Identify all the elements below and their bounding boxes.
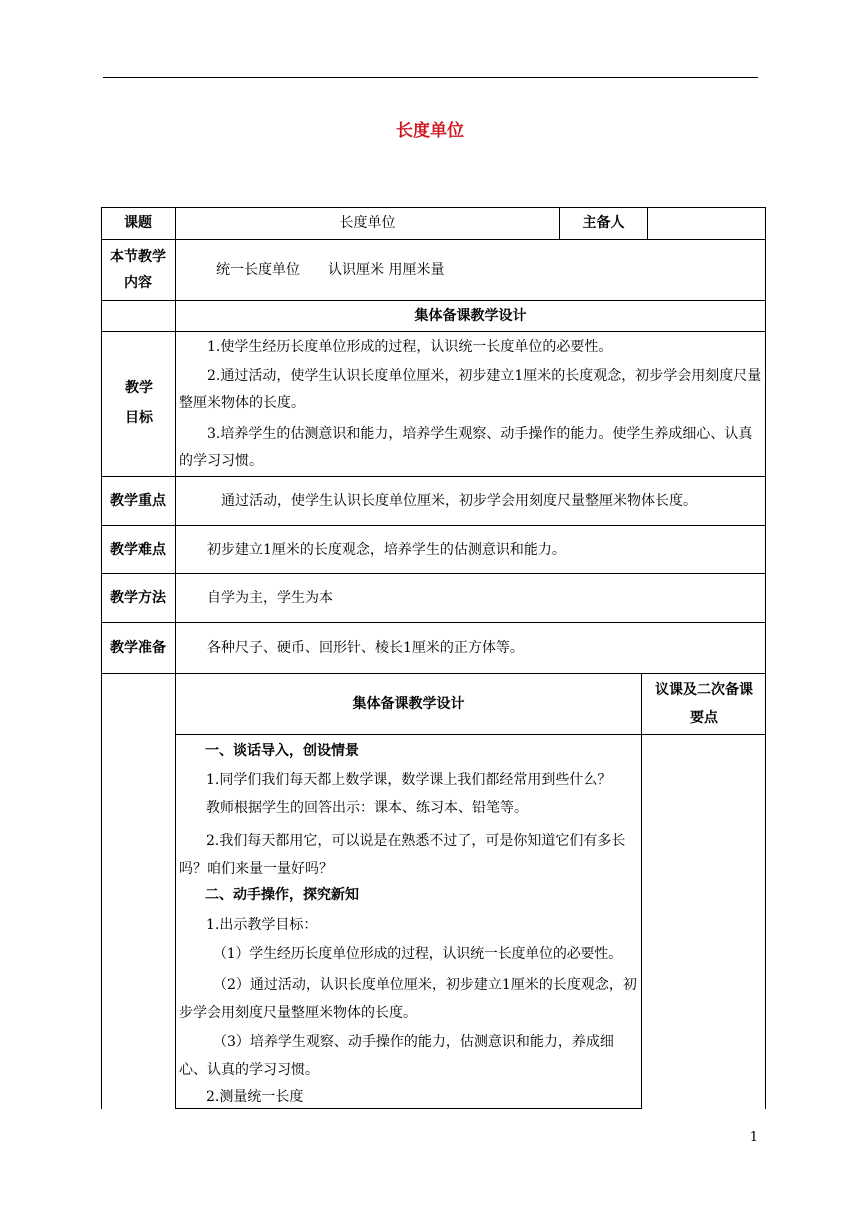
difficulty-label: 教学难点 bbox=[110, 541, 166, 558]
process-paragraph: （2）通过活动，认识长度单位厘米，初步建立1厘米的长度观念，初步学会用刻度尺量整厘米物体的长度。 bbox=[179, 977, 637, 1021]
page-number: 1 bbox=[749, 1130, 758, 1145]
method-value: 自学为主，学生为本 bbox=[207, 590, 333, 606]
table-border bbox=[765, 207, 766, 1109]
topic-value: 长度单位 bbox=[339, 215, 396, 231]
design-header: 集体备课教学设计 bbox=[414, 308, 527, 324]
method-label: 教学方法 bbox=[110, 590, 166, 606]
section-heading: 一、谈话导入，创设情景 bbox=[205, 743, 359, 759]
lesson-content-value: 统一长度单位 认识厘米 用厘米量 bbox=[216, 262, 445, 278]
goals-label: 教学目标 bbox=[125, 380, 153, 426]
topic-label: 课题 bbox=[124, 215, 152, 231]
preparer-label: 主备人 bbox=[582, 215, 625, 231]
section-heading: 二、动手操作，探究新知 bbox=[205, 887, 359, 903]
process-paragraph: 1.出示教学目标： bbox=[206, 917, 318, 933]
goal-item: 2.通过活动，使学生认识长度单位厘米，初步建立1厘米的长度观念，初步学会用刻度尺量整厘米物体的长度。 bbox=[179, 368, 762, 411]
table-border bbox=[175, 734, 766, 735]
document-title: 长度单位 bbox=[396, 121, 464, 141]
header-rule bbox=[103, 77, 758, 78]
preparer-value bbox=[648, 207, 765, 239]
goal-item: 1.使学生经历长度单位形成的过程，认识统一长度单位的必要性。 bbox=[207, 339, 613, 355]
process-paragraph: 1.同学们我们每天都上数学课，数学课上我们都经常用到些什么？ bbox=[206, 772, 612, 788]
process-paragraph: 2.我们每天都用它，可以说是在熟悉不过了，可是你知道它们有多长吗？咱们来量一量好吗？ bbox=[179, 833, 626, 877]
process-paragraph: （1）学生经历长度单位形成的过程，认识统一长度单位的必要性。 bbox=[213, 946, 622, 962]
lesson-plan-table bbox=[101, 207, 766, 1109]
process-paragraph: 2.测量统一长度 bbox=[206, 1089, 304, 1105]
table-border bbox=[101, 331, 766, 332]
notes-header: 议课及二次备课要点 bbox=[655, 682, 753, 726]
preparation-value: 各种尺子、硬币、回形针、棱长1厘米的正方体等。 bbox=[207, 640, 524, 656]
table-border bbox=[175, 673, 176, 1109]
table-border bbox=[641, 673, 642, 1109]
key-point-label: 教学重点 bbox=[110, 493, 166, 509]
table-border bbox=[175, 207, 176, 673]
lesson-content-label: 本节教学内容 bbox=[110, 249, 166, 291]
preparation-label: 教学准备 bbox=[110, 640, 166, 656]
difficulty-value: 初步建立1厘米的长度观念，培养学生的估测意识和能力。 bbox=[207, 541, 566, 558]
process-paragraph: （3）培养学生观察、动手操作的能力，估测意识和能力，养成细心、认真的学习习惯。 bbox=[179, 1034, 614, 1078]
key-point-value: 通过活动，使学生认识长度单位厘米，初步学会用刻度尺量整厘米物体长度。 bbox=[221, 493, 697, 509]
process-paragraph: 教师根据学生的回答出示：课本、练习本、铅笔等。 bbox=[206, 800, 528, 816]
goal-item: 3.培养学生的估测意识和能力，培养学生观察、动手操作的能力。使学生养成细心、认真的学习习惯。 bbox=[179, 426, 753, 469]
design-header-2: 集体备课教学设计 bbox=[352, 696, 465, 712]
